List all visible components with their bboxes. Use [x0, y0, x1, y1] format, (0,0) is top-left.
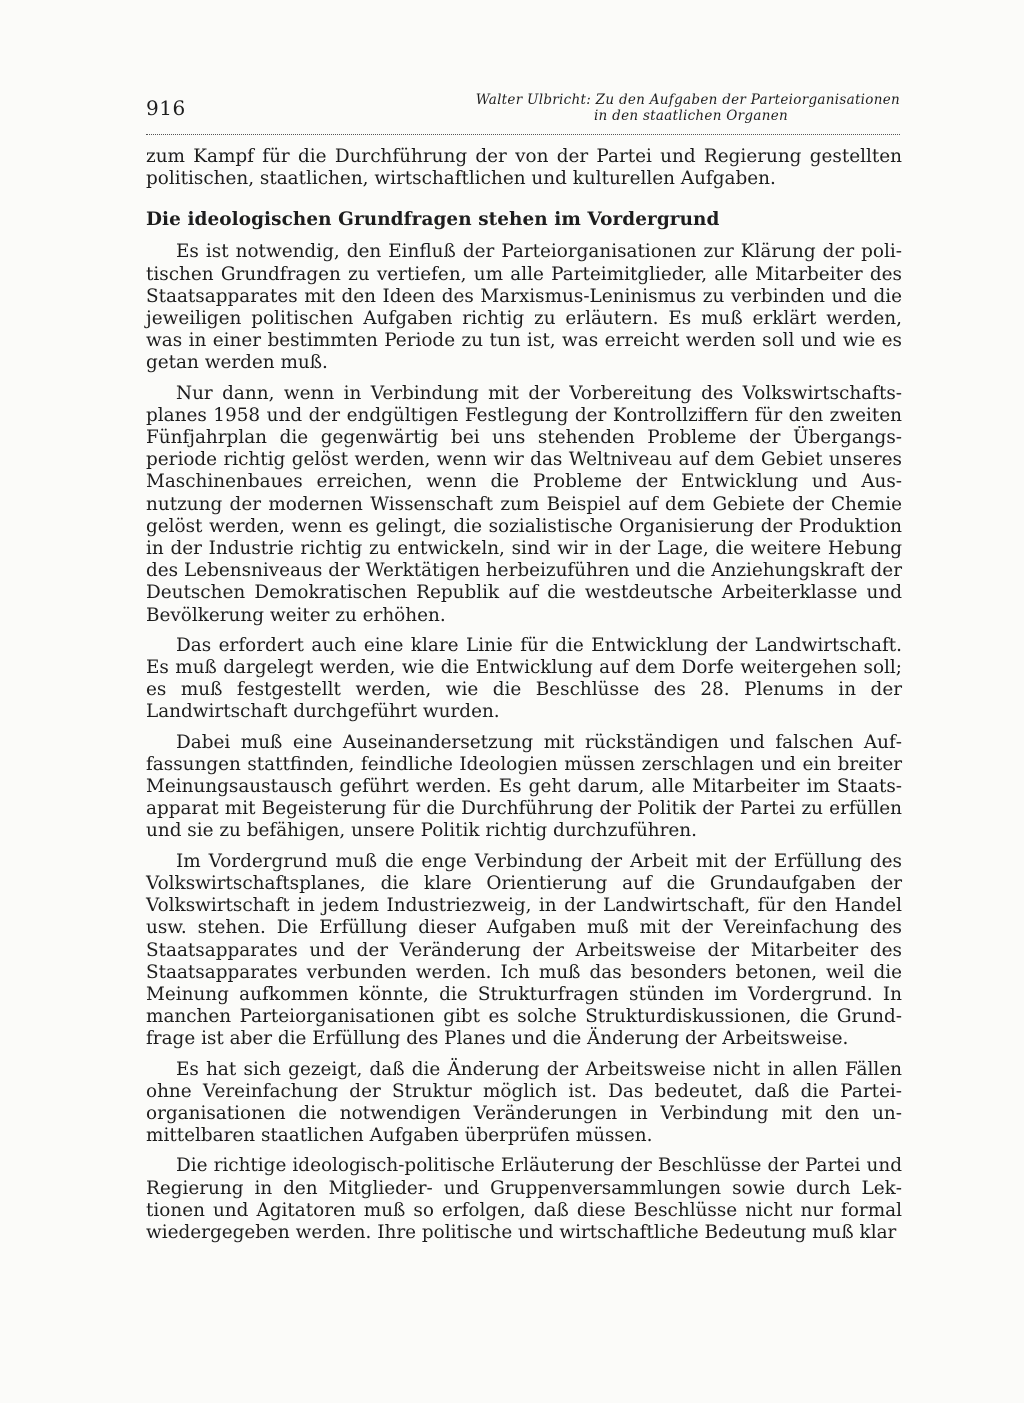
paragraph-2: Nur dann, wenn in Verbindung mit der Vorbereitung des Volkswirtschaftsplanes 1958 und der endgültigen Festlegung der Kontrollziffern für den zweiten Fünfjahrplan die gegenwärtig bei uns stehenden Probleme der Übergangsperiode richtig gelöst werden, wenn wir das Weltniveau auf dem Gebiet unseres Maschinenbaues erreichen, wenn die Probleme der Entwicklung und Ausnutzung der modernen Wissenschaft zum Beispiel auf dem Gebiete der Chemie gelöst werden, wenn es gelingt, die sozialistische Organisierung der Produktion in der Industrie richtig zu entwickeln, sind wir in der Lage, die weitere Hebung des Lebensniveaus der Werktätigen herbeizuführen und die Anziehungskraft der Deutschen Demokratischen Republik auf die westdeutsche Arbeiterklasse und Bevölkerung weiter zu erhöhen.: [146, 382, 902, 626]
paragraph-6: Es hat sich gezeigt, daß die Änderung der Arbeitsweise nicht in allen Fällen ohne Vereinfachung der Struktur möglich ist. Das bedeutet, daß die Parteiorganisationen die notwendigen Veränderungen in Verbindung mit den unmittelbaren staatlichen Aufgaben überprüfen müssen.: [146, 1058, 902, 1147]
section-heading: Die ideologischen Grundfragen stehen im Vordergrund: [146, 209, 720, 231]
intro-paragraph: zum Kampf für die Durchführung der von der Partei und Regierung gestellten politischen, staatlichen, wirtschaftlichen und kulturellen Aufgaben.: [146, 146, 902, 190]
paragraph-5: Im Vordergrund muß die enge Verbindung der Arbeit mit der Erfüllung des Volkswirtschaftsplanes, die klare Orientierung auf die Grundaufgaben der Volkswirtschaft in jedem Industriezweig, in der Landwirtschaft, für den Handel usw. stehen. Die Erfüllung dieser Aufgaben muß mit der Vereinfachung des Staatsapparates und der Veränderung der Arbeitsweise der Mitarbeiter des Staatsapparates verbunden werden. Ich muß das besonders betonen, weil die Meinung aufkommen könnte, die Strukturfragen stünden im Vordergrund. In manchen Parteiorganisationen gibt es solche Strukturdiskussionen, die Grundfrage ist aber die Erfüllung des Planes und die Änderung der Arbeitsweise.: [146, 850, 902, 1050]
paragraph-1: Es ist notwendig, den Einfluß der Parteiorganisationen zur Klärung der politischen Grundfragen zu vertiefen, um alle Parteimitglieder, alle Mitarbeiter des Staatsapparates mit den Ideen des Marxismus-Leninismus zu verbinden und die jeweiligen politischen Aufgaben richtig zu erläutern. Es muß erklärt werden, was in einer bestimmten Periode zu tun ist, was erreicht werden soll und wie es getan werden muß.: [146, 241, 902, 374]
page-number: 916: [146, 96, 186, 120]
body-text: [146, 146, 902, 1252]
running-title-line2: in den staatlichen Organen: [593, 108, 788, 124]
header-rule: [146, 134, 900, 135]
running-title-line1: Walter Ulbricht: Zu den Aufgaben der Parteiorganisationen: [475, 92, 900, 108]
paragraph-3: Das erfordert auch eine klare Linie für die Entwicklung der Landwirtschaft. Es muß dargelegt werden, wie die Entwicklung auf dem Dorfe weitergehen soll; es muß festgestellt werden, wie die Beschlüsse des 28. Plenums in der Landwirtschaft durchgeführt wurden.: [146, 634, 902, 723]
page-header: [146, 92, 900, 132]
paragraph-7: Die richtige ideologisch-politische Erläuterung der Beschlüsse der Partei und Regierung in den Mitglieder- und Gruppenversammlungen sowie durch Lektionen und Agitatoren muß so erfolgen, daß diese Beschlüsse nicht nur formal wiedergegeben werden. Ihre politische und wirtschaftliche Bedeutung muß klar: [146, 1155, 902, 1243]
paragraph-4: Dabei muß eine Auseinandersetzung mit rückständigen und falschen Auffassungen stattfinden, feindliche Ideologien müssen zerschlagen und ein breiter Meinungsaustausch geführt werden. Es geht darum, alle Mitarbeiter im Staatsapparat mit Begeisterung für die Durchführung der Politik der Partei zu erfüllen und sie zu befähigen, unsere Politik richtig durchzuführen.: [146, 731, 902, 842]
running-title: [380, 92, 900, 124]
